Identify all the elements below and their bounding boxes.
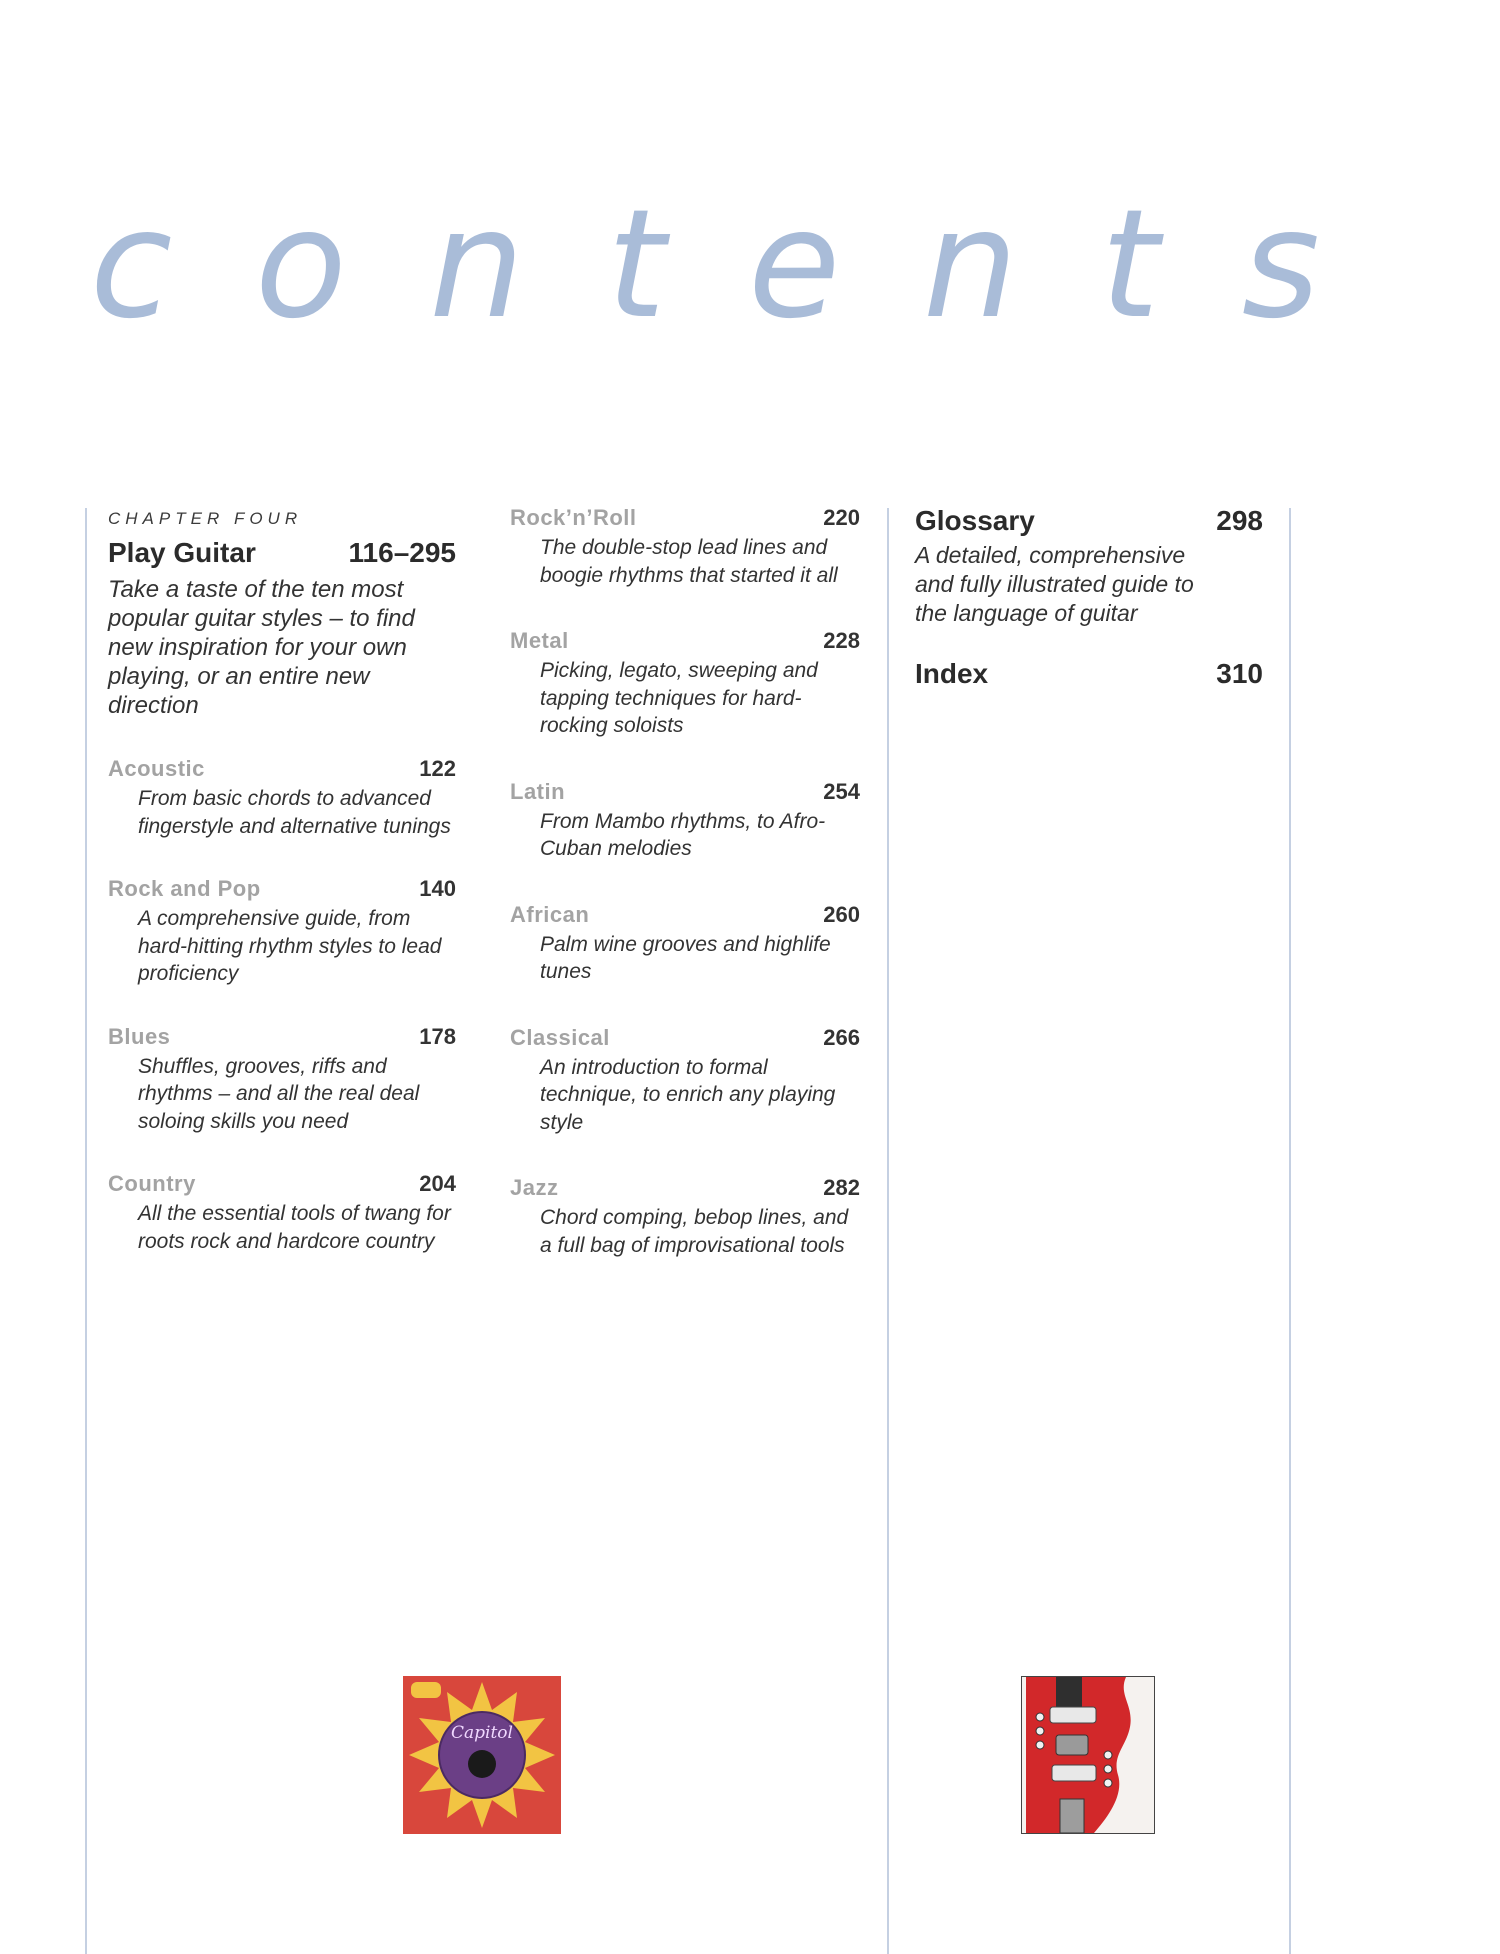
page-title	[90, 178, 1320, 352]
toc-entry-acoustic[interactable]	[108, 756, 456, 840]
column-divider	[887, 508, 889, 1954]
chapter-description: Take a taste of the ten most popular guitar styles – to find new inspiration for your own playing, or an entire new direction	[108, 576, 415, 719]
chapter-heading[interactable]	[108, 537, 456, 569]
guitar-tailpiece	[1060, 1799, 1084, 1833]
entry-page: 254	[823, 778, 860, 804]
guitar-image	[1021, 1676, 1155, 1834]
entry-description: Picking, legato, sweeping and tapping techniques for hard-rocking soloists	[540, 659, 818, 737]
toc-entry-rock-and-pop[interactable]	[108, 876, 456, 988]
entry-page: 260	[823, 901, 860, 927]
entry-name: Jazz	[510, 1175, 559, 1200]
toc-entry-blues[interactable]	[108, 1024, 456, 1136]
entry-name: Blues	[108, 1023, 171, 1049]
guitar-pickguard	[1056, 1735, 1088, 1755]
toc-entry-metal[interactable]	[510, 628, 860, 740]
entry-name: Glossary	[915, 505, 1035, 536]
entry-name: African	[510, 901, 590, 927]
title-letter: t	[1100, 178, 1160, 352]
entry-description: All the essential tools of twang for roots rock and hardcore country	[138, 1202, 451, 1253]
entry-description: Shuffles, grooves, riffs and rhythms – and all the real deal soloing skills you need	[138, 1054, 420, 1133]
record-label-text: Capitol	[451, 1723, 513, 1743]
entry-page: 122	[419, 756, 456, 781]
toc-entry-index[interactable]	[915, 658, 1263, 690]
entry-name: Metal	[510, 628, 569, 653]
record-sleeve-image	[403, 1676, 561, 1834]
toc-entry-jazz[interactable]	[510, 1175, 860, 1259]
entry-name: Index	[915, 658, 989, 689]
record-center	[468, 1750, 496, 1778]
entry-page: 310	[1216, 658, 1263, 689]
entry-page: 140	[419, 876, 456, 901]
toc-entry-latin[interactable]	[510, 779, 860, 863]
toc-entry-african[interactable]	[510, 902, 860, 986]
toc-column-2	[510, 505, 860, 1259]
guitar-pickup	[1052, 1765, 1096, 1781]
entry-page: 298	[1216, 505, 1263, 536]
entry-page: 204	[419, 1171, 456, 1196]
column-divider	[85, 508, 87, 1954]
entry-description: Chord comping, bebop lines, and a full bag of improvisational tools	[540, 1206, 849, 1257]
entry-name: Latin	[510, 778, 566, 804]
toc-entry-classical[interactable]	[510, 1025, 860, 1137]
entry-name: Country	[108, 1171, 196, 1196]
record-sleeve-graphic	[403, 1676, 561, 1834]
entry-page: 220	[823, 505, 860, 530]
entry-description: The double-stop lead lines and boogie rhythms that started it all	[540, 536, 838, 587]
entry-description: An introduction to formal technique, to enrich any playing style	[540, 1055, 836, 1134]
guitar-neck	[1056, 1677, 1082, 1707]
title-letter: c	[90, 178, 173, 352]
column-divider	[1289, 508, 1291, 1954]
entry-description: Palm wine grooves and highlife tunes	[540, 932, 831, 983]
title-letter: o	[254, 178, 347, 352]
entry-name: Acoustic	[108, 756, 205, 781]
chapter-pages: 116–295	[348, 537, 456, 568]
chapter-title: Play Guitar	[108, 537, 256, 568]
entry-page: 228	[823, 628, 860, 653]
toc-column-1	[108, 505, 456, 1255]
toc-entry-rock-n-roll[interactable]	[510, 505, 860, 589]
toc-entry-glossary[interactable]	[915, 505, 1263, 628]
entry-description: A detailed, comprehensive and fully illustrated guide to the language of guitar	[915, 542, 1194, 626]
toc-column-3	[915, 505, 1263, 720]
entry-page: 282	[823, 1175, 860, 1200]
entry-page: 178	[419, 1023, 456, 1049]
title-letter: t	[606, 178, 666, 352]
entry-description: From basic chords to advanced fingerstyle and alternative tunings	[138, 787, 451, 838]
entry-name: Rock’n’Roll	[510, 505, 637, 530]
guitar-graphic	[1022, 1677, 1154, 1833]
chapter-label: CHAPTER FOUR	[108, 509, 303, 528]
toc-entry-country[interactable]	[108, 1171, 456, 1255]
entry-description: From Mambo rhythms, to Afro-Cuban melodies	[540, 809, 826, 860]
title-letter: e	[748, 178, 841, 352]
entry-page: 266	[823, 1024, 860, 1050]
entry-name: Classical	[510, 1024, 610, 1050]
title-letter: n	[922, 178, 1018, 352]
title-letter: s	[1241, 178, 1320, 352]
title-letter: n	[429, 178, 525, 352]
entry-description: A comprehensive guide, from hard-hitting rhythm styles to lead proficiency	[138, 907, 442, 985]
entry-name: Rock and Pop	[108, 876, 261, 901]
guitar-pickup	[1050, 1707, 1096, 1723]
